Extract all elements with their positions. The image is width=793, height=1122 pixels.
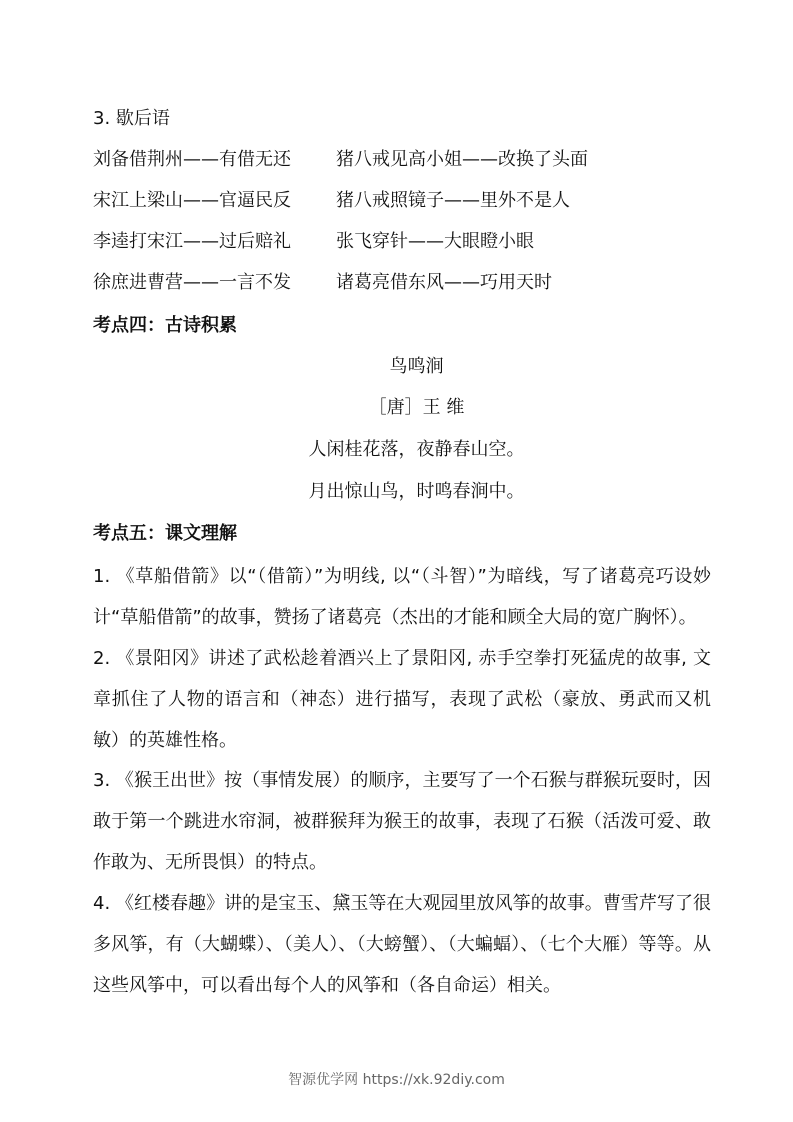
poem-line-2: 月出惊山鸟，时鸣春涧中。 bbox=[308, 481, 525, 502]
text-section-heading: 考点五：课文理解 bbox=[93, 523, 237, 544]
poem-author: ［唐］王 维 bbox=[368, 397, 465, 418]
xiehouyu-right-4: 诸葛亮借东风——巧用天时 bbox=[336, 272, 552, 293]
paragraph-1: 1. 《草船借箭》以“（借箭）”为明线, 以“（斗智）”为暗线，写了诸葛亮巧设妙计“草船借箭”的故事，赞扬了诸葛亮（杰出的才能和顾全大局的宽广胸怀）。 bbox=[93, 566, 711, 628]
xiehouyu-left-3: 李逵打宋江——过后赔礼 bbox=[93, 231, 291, 252]
xiehouyu-left-2: 宋江上梁山——官逼民反 bbox=[93, 190, 291, 211]
paragraph-3: 3. 《猴王出世》按（事情发展）的顺序，主要写了一个石猴与群猴玩耍时，因敢于第一个跳进水帘洞，被群猴拜为猴王的故事，表现了石猴（活泼可爱、敢作敢为、无所畏惧）的特点。 bbox=[93, 770, 711, 873]
xiehouyu-right-2: 猪八戒照镜子——里外不是人 bbox=[336, 190, 570, 211]
xiehouyu-heading: 3. 歇后语 bbox=[93, 108, 170, 129]
poem-section-heading: 考点四：古诗积累 bbox=[93, 315, 237, 336]
paragraph-4: 4. 《红楼春趣》讲的是宝玉、黛玉等在大观园里放风筝的故事。曹雪芹写了很多风筝，有（大蝴蝶）、（美人）、（大螃蟹）、（大蝙蝠）、（七个大雁）等等。从这些风筝中，可以看出每个人的风筝和（各自命运）相关。 bbox=[93, 893, 711, 996]
xiehouyu-left-1: 刘备借荆州——有借无还 bbox=[93, 149, 291, 170]
paragraph-2: 2. 《景阳冈》讲述了武松趁着酒兴上了景阳冈, 赤手空拳打死猛虎的故事, 文章抓住了人物的语言和（神态）进行描写，表现了武松（豪放、勇武而又机敏）的英雄性格。 bbox=[93, 648, 711, 751]
poem-line-1: 人闲桂花落，夜静春山空。 bbox=[308, 439, 525, 460]
poem-title: 鸟鸣涧 bbox=[389, 356, 444, 377]
xiehouyu-right-3: 张飞穿针——大眼瞪小眼 bbox=[336, 231, 534, 252]
xiehouyu-right-1: 猪八戒见高小姐——改换了头面 bbox=[336, 149, 588, 170]
footer-watermark: 智源优学网 https://xk.92diy.com bbox=[288, 1072, 505, 1088]
xiehouyu-left-4: 徐庶进曹营——一言不发 bbox=[93, 272, 291, 293]
